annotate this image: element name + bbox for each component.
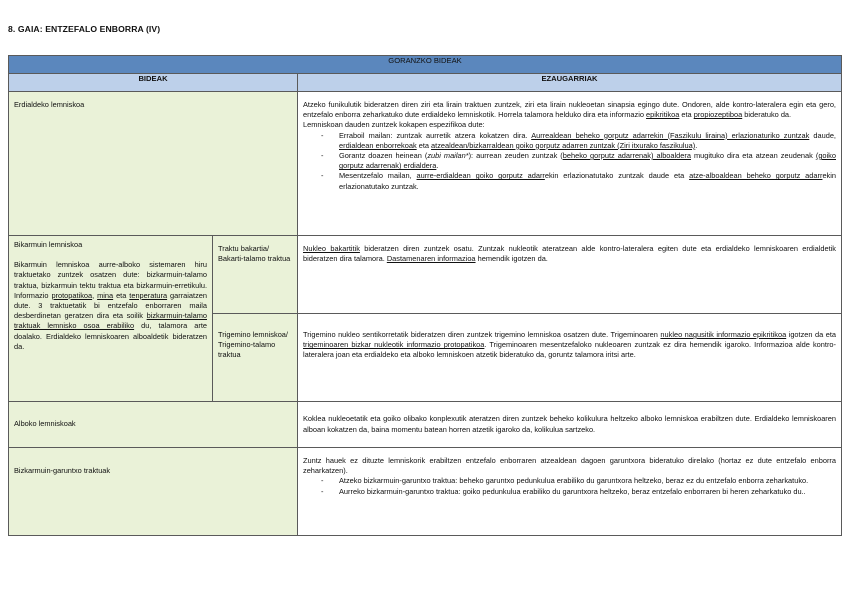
pathway-name-garuntxo: Bizkarmuin-garuntxo traktuak	[9, 448, 298, 536]
column-header-ezaugarriak: EZAUGARRIAK	[298, 74, 842, 92]
dash-bullet: -	[321, 486, 324, 496]
text-span: bideratzen diren zuntzek osatu. Zuntzak nukleotik ateratzean alde kontro-lateralera egiten dute eta erdialdeko lemniskoaren erdialdetik bideratzen dira talamora.	[303, 244, 836, 264]
pathway-name-bikarmuin: Bikarmuin lemniskoa	[14, 240, 83, 249]
text-span: garraiatzen dute. 3 traktuetatik bi entzefalo enborraren maila desberdinetan geratzen dira eta soilik	[14, 290, 207, 321]
table-column-header-row	[9, 74, 842, 92]
subpathway-name-bakartia: Traktu bakartia/ Bakarti-talamo traktua	[213, 236, 298, 314]
garuntxo-paragraph: Zuntz hauek ez dituzte lemniskorik erabiltzen entzefalo enborraren atzealdean dagoen garuntxora bideratuko direlako (hortaz ez dute entzefalo enborra zeharkatzen).	[303, 456, 836, 476]
text-span: Atzeko funikulutik bideratzen diren ziri eta lirain traktuen zuntzek, ziri eta lirain nukleoetan sinapsia egingo dute. Ondoren, alde kontro-lateralera egin eta gero, entzefalo enborra zeharkatuko dute erdialdeko lemniskotik. Horrela talamora helduko dira eta informazio	[303, 100, 836, 120]
table-main-header-row	[9, 56, 842, 74]
description-trigemino	[298, 314, 842, 402]
erdialdeko-bullet-list	[303, 131, 836, 192]
column-header-bideak: BIDEAK	[9, 74, 298, 92]
erdialdeko-paragraph-1	[303, 100, 836, 120]
text-span: Trigemino nukleo sentikorretatik bideratzen diren zuntzek trigemino lemniskoa osatzen dute. Trigeminoaren	[303, 330, 661, 339]
text-span: .	[695, 140, 698, 150]
dash-bullet: -	[321, 476, 324, 486]
list-item	[303, 131, 836, 151]
text-span: daude,	[809, 130, 836, 140]
underlined-term: atze-alboaldean beheko gorputz adarr	[689, 171, 823, 181]
term-nukleo-bakartitik: Nukleo bakartitik	[303, 244, 360, 253]
text-span: Aurreko bizkarmuin-garuntxo traktua: goiko pedunkulua erabiliko du garuntxora heltzeko, beraz entzefalo enborraren bi heren zeharkatuko du..	[339, 486, 806, 496]
text-span: ekin erlazionatutako zuntzak.	[339, 171, 836, 191]
list-item	[303, 171, 836, 191]
list-item	[303, 151, 836, 171]
text-span: ): aurrean zeuden zuntzak (	[468, 151, 563, 161]
text-span: eta	[416, 140, 432, 150]
description-garuntxo	[298, 448, 842, 536]
description-alboko: Koklea nukleoetatik eta goiko olibako konplexutik ateratzen diren zuntzek beheko kolikulura heltzeko alboko lemniskoa erabiltzen dute. Erdialdeko lemniskoaren alboan kokatzen da, baina momentu batean horren atzetik igaroko da, kolikulua sartzeko.	[298, 402, 842, 448]
text-span: eta	[679, 110, 694, 120]
text-span: ,	[92, 290, 98, 300]
description-bakartia	[298, 236, 842, 314]
underlined-term: Aurrealdean beheko gorputz adarrekin (Faszikulu liraina) erlazionaturiko zuntzak	[531, 130, 810, 140]
text-span: bideratuko da.	[742, 110, 792, 120]
text-span: ekin erlazionatutako zuntzak daude eta	[544, 171, 690, 181]
subpathway-name-trigemino: Trigemino lemniskoa/ Trigemino-talamo traktua	[213, 314, 298, 402]
dash-bullet: -	[321, 151, 324, 161]
bikarmuin-description	[14, 260, 207, 352]
dash-bullet: -	[321, 130, 324, 140]
term-tenperatura: tenperatura	[129, 290, 168, 300]
underlined-term: erdialdean enborrekoak	[339, 140, 417, 150]
table-row-erdialdeko	[9, 92, 842, 236]
garuntxo-bullet-list	[303, 476, 836, 496]
term-propiozeptiboa: propiozeptiboa	[693, 110, 743, 120]
pathway-name-alboko: Alboko lemniskoak	[9, 402, 298, 448]
list-item	[303, 487, 836, 497]
text-span: eta	[113, 290, 130, 300]
text-span: Erraboil mailan: zuntzak aurretik atzera kokatzen dira.	[339, 130, 532, 140]
underlined-term: beheko gorputz adarrenak) alboaldera	[562, 151, 691, 161]
document-title: 8. GAIA: ENTZEFALO ENBORRA (IV)	[8, 24, 161, 34]
text-span: hemendik igotzen da.	[475, 254, 548, 264]
text-span: Mesentzefalo mailan,	[339, 171, 417, 181]
text-span: igotzen da eta	[786, 330, 836, 339]
table-row-bikarmuin-1	[9, 236, 842, 314]
table-row-alboko	[9, 402, 842, 448]
list-item	[303, 476, 836, 486]
text-span: .	[436, 161, 439, 171]
underlined-term: aurre-erdialdean goiko gorputz adarr	[416, 171, 545, 181]
main-header: GORANZKO BIDEAK	[9, 56, 842, 74]
pathway-cell-bikarmuin	[9, 236, 213, 402]
erdialdeko-paragraph-2: Lemniskoan dauden zuntzek kokapen espezifikoa dute:	[303, 120, 485, 130]
underlined-term: atzealdean/bizkarraldean goiko gorputz adarren zuntzak (Ziri itxurako faszikulua)	[431, 140, 696, 150]
pathways-table	[8, 55, 842, 536]
text-span: du, talamora arte doalako. Erdialdeko lemniskoaren alboaldetik bideratzen da.	[14, 321, 207, 351]
pathway-name-erdialdeko: Erdialdeko lemniskoa	[9, 92, 298, 236]
underlined-term: (goiko gorputz adarrenak) erdialdera	[339, 151, 836, 171]
text-span: . Trigeminoaren mesentzefaloko nukleoaren zuntzak ez dira hemendik igaroko. Informazioa alde kontro-lateralera joan eta erdialdeko eta alboko lemniskoen atzetik bideratuko da, goruntz talamora iritsi arte.	[303, 340, 836, 360]
term-dastamena: Dastamenaren informazioa	[386, 254, 476, 264]
italic-term: zubi mailan*	[427, 151, 469, 161]
dash-bullet: -	[321, 171, 324, 181]
text-span: mugituko dira eta atzean zeudenak	[690, 151, 816, 161]
underlined-term: trigeminoaren bizkar nukleotik informazio protopatikoa	[303, 340, 485, 350]
table-row-garuntxo	[9, 448, 842, 536]
text-span: Gorantz doazen heinean (	[339, 151, 428, 161]
term-mina: mina	[97, 290, 114, 300]
term-protopatikoa: protopatikoa	[51, 290, 93, 300]
term-epikritikoa: epikritikoa	[646, 110, 680, 120]
underlined-term: nukleo nagusitik informazio epikritikoa	[660, 330, 787, 339]
underlined-term: bizkarmuin-talamo traktuak lemnisko osoa erabiliko	[14, 311, 207, 331]
description-erdialdeko	[298, 92, 842, 236]
text-span: Bikarmuin lemniskoa aurre-alboko sistemaren hiru traktuetako zuntzek osatzen dute: bizkarmuin-talamo traktua, bizkarmuin tektu traktua eta bizkarmuin-erretikulu. Informazio	[14, 260, 207, 300]
text-span: Atzeko bizkarmuin-garuntxo traktua: beheko garuntxo pedunkulua erabiliko du garuntxora heltzeko, beraz ez du entzefalo enborra zeharkatuko.	[339, 476, 809, 486]
